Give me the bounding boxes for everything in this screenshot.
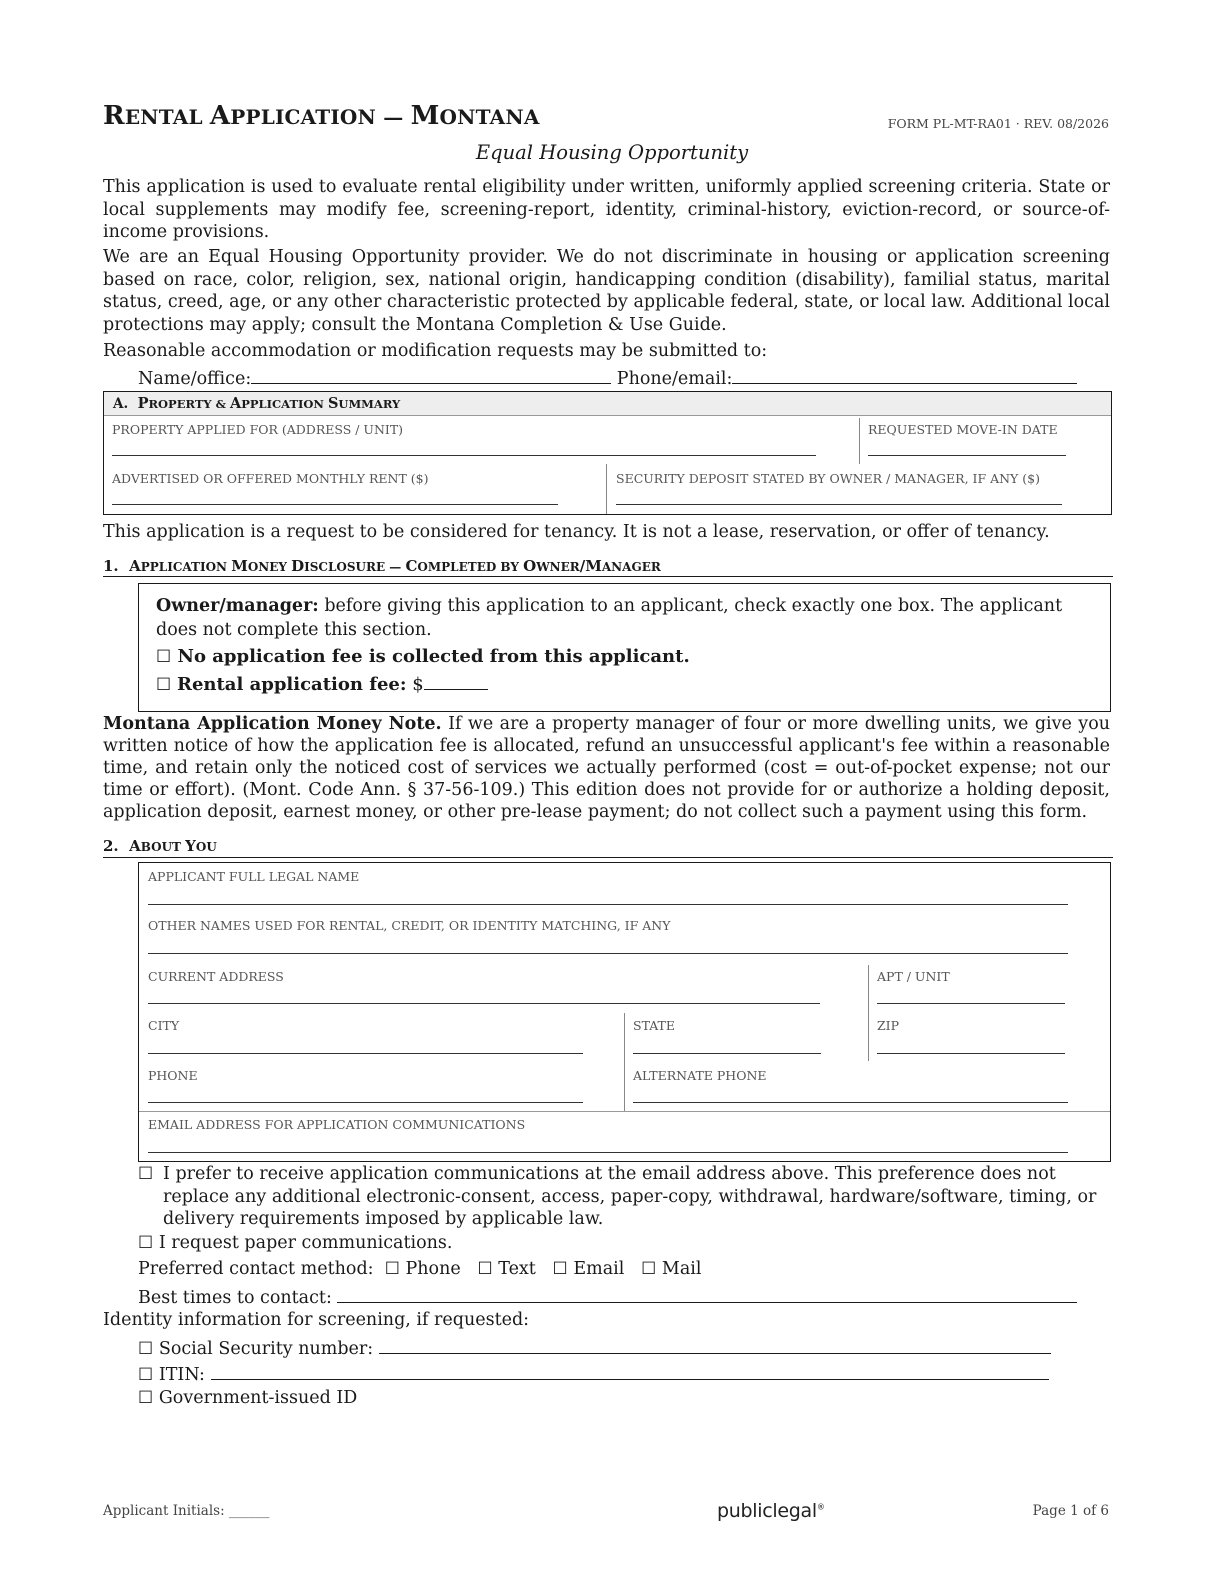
fee-label: Rental application fee: [176, 674, 407, 695]
full-name-field[interactable] [148, 904, 1068, 905]
alt-phone-label: ALTERNATE PHONE [633, 1068, 767, 1083]
gov-id-label: Government-issued ID [158, 1388, 358, 1408]
intro-paragraph-1: This application is used to evaluate rental eligibility under written, uniformly applied screening criteria. State or local supplements may modify fee, screening-report, identity, criminal-history, eviction-record, or source-of-income provisions. [103, 177, 1110, 242]
address-label: CURRENT ADDRESS [148, 969, 284, 984]
apt-label: APT / UNIT [877, 969, 950, 984]
contact-option: Text [498, 1259, 536, 1279]
fee-option [156, 673, 488, 695]
section-1-rule [103, 576, 1113, 577]
divider [606, 464, 607, 514]
deposit-field[interactable] [616, 504, 1062, 505]
logo-text: publiclegal [717, 1500, 817, 1522]
no-fee-option [156, 646, 690, 667]
contact-email-checkbox[interactable]: ☐ [552, 1259, 568, 1279]
state-label: STATE [633, 1018, 676, 1033]
intro-paragraph-3: Reasonable accommodation or modification requests may be submitted to: [103, 341, 768, 361]
zip-field[interactable] [877, 1053, 1065, 1054]
contact-method-label: Preferred contact method: [138, 1259, 374, 1279]
identity-heading: Identity information for screening, if requested: [103, 1310, 530, 1330]
ssn-field[interactable] [379, 1336, 1051, 1354]
name-office-field[interactable] [251, 366, 611, 384]
rent-field[interactable] [112, 504, 558, 505]
paper-label: I request paper communications. [158, 1233, 453, 1253]
divider [624, 1013, 625, 1111]
owner-instructions [156, 594, 1096, 642]
owner-instructions-text: before giving this application to an applicant, check exactly one box. The applicant does not complete this section. [156, 596, 1063, 640]
intro-paragraph-2: We are an Equal Housing Opportunity provider. We do not discriminate in housing or application screening based on race, color, religion, sex, national origin, handicapping condition (disability), familial status, marital status, creed, age, or any other characteristic protected by applicable federal, state, or local law. Additional local protections may apply; consult the Montana Completion & Use Guide. [103, 247, 1110, 335]
section-2-rule [103, 857, 1113, 858]
owner-bold-label: Owner/manager: [156, 596, 319, 616]
itin-label: ITIN: [158, 1365, 205, 1385]
itin-checkbox[interactable]: ☐ [138, 1365, 154, 1385]
itin-row [138, 1362, 1049, 1385]
gov-id-row [138, 1388, 357, 1408]
divider [868, 965, 869, 1061]
contact-method-row [138, 1259, 701, 1279]
money-note-text: If we are a property manager of four or more dwelling units, we give you written notice of how the application fee is allocated, refund an unsuccessful applicant's fee within a reasonable time, and retain only the noticed cost of services we actually performed (cost = out-of-pocket expense; not our time or effort). (Mont. Code Ann. § 37-56-109.) This edition does not provide for or authorize a holding deposit, application deposit, earnest money, or other pre-lease payment; do not collect such a payment using this form. [103, 714, 1110, 822]
other-names-label: OTHER NAMES USED FOR RENTAL, CREDIT, OR IDENTITY MATCHING, IF ANY [148, 918, 671, 933]
best-times-field[interactable] [337, 1285, 1077, 1303]
initials-label: Applicant Initials: ______ [103, 1503, 270, 1519]
fee-checkbox[interactable]: ☐ [156, 675, 172, 695]
contact-phone-checkbox[interactable]: ☐ [384, 1259, 400, 1279]
city-label: CITY [148, 1018, 180, 1033]
city-field[interactable] [148, 1053, 583, 1054]
page-number: Page 1 of 6 [1032, 1503, 1109, 1519]
fee-prefix: $ [412, 674, 424, 695]
itin-field[interactable] [211, 1362, 1049, 1380]
accommodation-contact-line [138, 366, 1077, 389]
registered-mark-icon: ® [816, 1502, 825, 1512]
paper-preference [138, 1233, 452, 1253]
page-title: RENTAL APPLICATION — MONTANA [103, 101, 540, 131]
name-office-label: Name/office: [138, 369, 252, 389]
best-times-label: Best times to contact: [138, 1288, 332, 1308]
divider [859, 418, 860, 464]
email-preference [138, 1163, 1098, 1231]
phone-label: PHONE [148, 1068, 198, 1083]
phone-field[interactable] [148, 1102, 583, 1103]
no-fee-label: No application fee is collected from this applicant. [177, 646, 690, 667]
contact-text-checkbox[interactable]: ☐ [477, 1259, 493, 1279]
state-field[interactable] [633, 1053, 821, 1054]
move-in-field[interactable] [868, 455, 1066, 456]
phone-email-label: Phone/email: [616, 369, 733, 389]
email-pref-text: I prefer to receive application communications at the email address above. This preference does not replace any additional electronic-consent, access, paper-copy, withdrawal, hardware/software, timing, or delivery requirements imposed by applicable law. [163, 1164, 1097, 1229]
ssn-row [138, 1336, 1051, 1359]
divider [139, 1111, 1110, 1112]
deposit-label: SECURITY DEPOSIT STATED BY OWNER / MANAGER, IF ANY ($) [616, 471, 1040, 486]
email-label: EMAIL ADDRESS FOR APPLICATION COMMUNICATIONS [148, 1117, 526, 1132]
about-you-box [138, 862, 1111, 1162]
money-note-title: Montana Application Money Note. [103, 714, 442, 734]
apt-field[interactable] [877, 1003, 1065, 1004]
best-times-row [138, 1285, 1077, 1308]
property-field[interactable] [112, 455, 816, 456]
section-a-heading: A. PROPERTY & APPLICATION SUMMARY [104, 392, 1111, 416]
fee-amount-field[interactable] [424, 673, 488, 690]
ssn-label: Social Security number: [158, 1339, 374, 1359]
gov-id-checkbox[interactable]: ☐ [138, 1388, 154, 1408]
property-label: PROPERTY APPLIED FOR (ADDRESS / UNIT) [112, 422, 404, 437]
address-field[interactable] [148, 1003, 820, 1004]
rent-label: ADVERTISED OR OFFERED MONTHLY RENT ($) [112, 471, 429, 486]
publiclegal-logo [717, 1500, 825, 1522]
contact-option: Mail [661, 1259, 702, 1279]
contact-option: Email [573, 1259, 625, 1279]
alt-phone-field[interactable] [633, 1102, 1068, 1103]
zip-label: ZIP [877, 1018, 900, 1033]
owner-disclosure-box [138, 583, 1111, 712]
subtitle: Equal Housing Opportunity [475, 141, 749, 164]
contact-mail-checkbox[interactable]: ☐ [641, 1259, 657, 1279]
email-field[interactable] [148, 1152, 1068, 1153]
contact-option: Phone [405, 1259, 461, 1279]
no-fee-checkbox[interactable]: ☐ [156, 647, 172, 667]
section-a-box [103, 391, 1112, 515]
section-1-heading: 1. APPLICATION MONEY DISCLOSURE — COMPLETED BY OWNER/MANAGER [103, 557, 661, 575]
request-note: This application is a request to be considered for tenancy. It is not a lease, reservation, or offer of tenancy. [103, 522, 1050, 542]
move-in-label: REQUESTED MOVE-IN DATE [868, 422, 1058, 437]
form-number: FORM PL-MT-RA01 · REV. 08/2026 [887, 116, 1109, 131]
money-note [103, 713, 1110, 823]
full-name-label: APPLICANT FULL LEGAL NAME [148, 869, 360, 884]
paper-checkbox[interactable]: ☐ [138, 1233, 154, 1253]
email-pref-checkbox[interactable]: ☐ [138, 1164, 154, 1184]
ssn-checkbox[interactable]: ☐ [138, 1339, 154, 1359]
section-2-heading: 2. ABOUT YOU [103, 837, 217, 855]
other-names-field[interactable] [148, 953, 1068, 954]
phone-email-field[interactable] [732, 366, 1077, 384]
